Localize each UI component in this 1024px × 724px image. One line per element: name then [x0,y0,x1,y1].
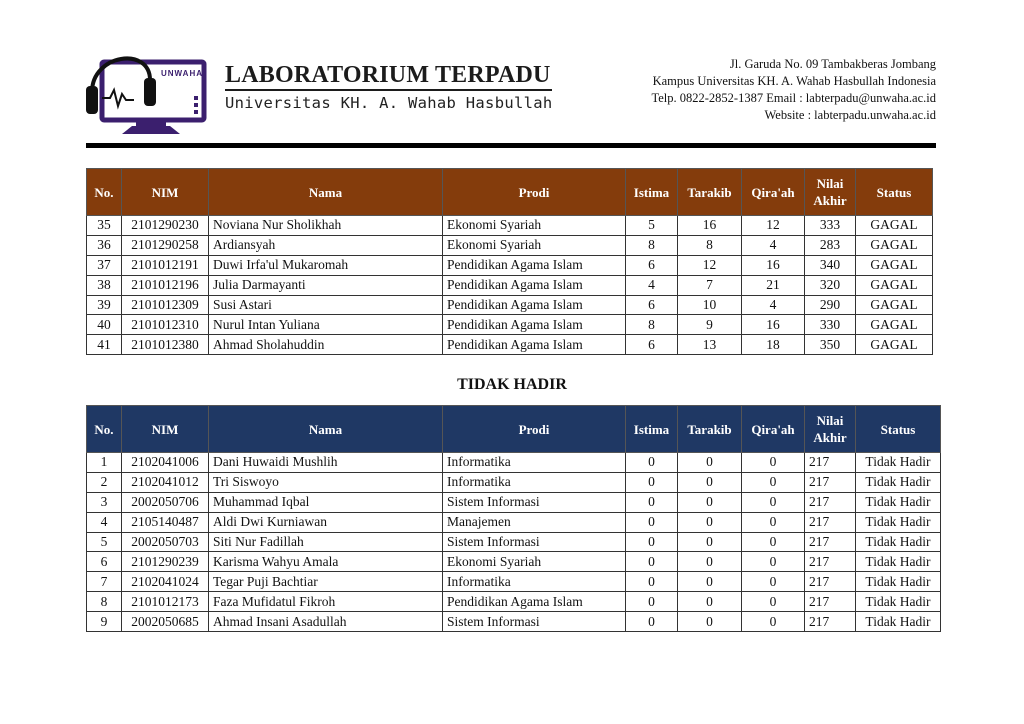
tidak-hadir-col-header: No. [87,406,122,453]
table-cell: 3 [87,492,122,512]
table-row [87,492,941,512]
table-cell: Faza Mufidatul Fikroh [209,592,443,612]
table-cell: 2 [87,472,122,492]
table-cell: 1 [87,453,122,473]
table-row [87,255,933,275]
table-cell: 0 [742,512,805,532]
table-cell: Siti Nur Fadillah [209,532,443,552]
table-cell: 0 [678,532,742,552]
table-cell: 39 [87,295,122,315]
table-cell: Tidak Hadir [856,532,941,552]
table-cell: 0 [742,472,805,492]
table-cell: 2101290230 [122,216,209,236]
tidak-hadir-col-header: Prodi [443,406,626,453]
table-cell: 333 [805,216,856,236]
table-cell: 0 [626,552,678,572]
table-cell: 0 [678,552,742,572]
table-cell: 6 [87,552,122,572]
table-cell: 0 [626,612,678,632]
table-cell: GAGAL [856,335,933,355]
table-cell: Ardiansyah [209,235,443,255]
table-row [87,512,941,532]
table-cell: 4 [626,275,678,295]
table-cell: 217 [805,592,856,612]
table-row [87,235,933,255]
gagal-header-row [87,169,933,216]
table-cell: Duwi Irfa'ul Mukaromah [209,255,443,275]
table-cell: 6 [626,335,678,355]
table-cell: 8 [626,235,678,255]
table-cell: 36 [87,235,122,255]
table-cell: Pendidikan Agama Islam [443,335,626,355]
table-cell: 0 [742,453,805,473]
tidak-hadir-col-header: Status [856,406,941,453]
table-row [87,532,941,552]
table-cell: GAGAL [856,255,933,275]
table-cell: GAGAL [856,275,933,295]
table-cell: GAGAL [856,235,933,255]
tidak-hadir-col-header: Istima [626,406,678,453]
university-name: Universitas KH. A. Wahab Hasbullah [225,94,553,112]
table-cell: 0 [626,592,678,612]
table-cell: 0 [678,572,742,592]
table-cell: GAGAL [856,315,933,335]
tidak-hadir-table [86,405,941,632]
table-cell: 2101290258 [122,235,209,255]
table-cell: Karisma Wahyu Amala [209,552,443,572]
table-cell: Tidak Hadir [856,492,941,512]
phone-email-line: Telp. 0822-2852-1387 Email : labterpadu@unwaha.ac.id [651,91,936,105]
table-row [87,552,941,572]
campus-line: Kampus Universitas KH. A. Wahab Hasbullah Indonesia [652,74,936,88]
table-cell: Nurul Intan Yuliana [209,315,443,335]
table-cell: Ekonomi Syariah [443,216,626,236]
table-cell: 0 [678,612,742,632]
table-cell: 217 [805,492,856,512]
table-cell: 0 [626,453,678,473]
table-cell: 0 [678,472,742,492]
table-cell: Informatika [443,572,626,592]
table-row [87,315,933,335]
gagal-col-header: Status [856,169,933,216]
gagal-table [86,168,933,355]
table-row [87,275,933,295]
table-cell: 320 [805,275,856,295]
table-cell: 16 [742,315,805,335]
address-line: Jl. Garuda No. 09 Tambakberas Jombang [729,57,936,71]
table-row [87,612,941,632]
table-cell: 6 [626,295,678,315]
table-cell: Manajemen [443,512,626,532]
table-cell: Tidak Hadir [856,592,941,612]
table-cell: 9 [678,315,742,335]
gagal-body [87,216,933,355]
table-cell: 0 [626,572,678,592]
header-rule [86,143,936,148]
table-cell: GAGAL [856,216,933,236]
gagal-col-header: Qira'ah [742,169,805,216]
table-cell: 0 [626,512,678,532]
table-cell: 0 [626,532,678,552]
table-cell: Susi Astari [209,295,443,315]
table-cell: 35 [87,216,122,236]
gagal-col-header: Nilai Akhir [805,169,856,216]
table-cell: 12 [678,255,742,275]
table-cell: Informatika [443,472,626,492]
table-cell: 5 [87,532,122,552]
table-row [87,335,933,355]
table-cell: Pendidikan Agama Islam [443,255,626,275]
table-cell: 0 [742,492,805,512]
table-cell: 2102041006 [122,453,209,473]
table-row [87,453,941,473]
tidak-hadir-col-header: Nama [209,406,443,453]
table-cell: 0 [742,592,805,612]
table-cell: Pendidikan Agama Islam [443,275,626,295]
table-cell: Julia Darmayanti [209,275,443,295]
table-cell: 40 [87,315,122,335]
website-line: Website : labterpadu.unwaha.ac.id [764,108,936,122]
table-cell: Tidak Hadir [856,453,941,473]
table-cell: 8 [626,315,678,335]
table-cell: Tidak Hadir [856,552,941,572]
tidak-hadir-col-header: Qira'ah [742,406,805,453]
table-cell: 0 [742,532,805,552]
table-cell: Ekonomi Syariah [443,235,626,255]
table-cell: 217 [805,612,856,632]
logo-text: UNWAHA [161,69,203,78]
table-cell: Tidak Hadir [856,612,941,632]
table-cell: 8 [678,235,742,255]
table-cell: 217 [805,532,856,552]
table-cell: Sistem Informasi [443,612,626,632]
headphones-monitor-logo [86,40,208,136]
table-cell: 2002050703 [122,532,209,552]
table-cell: 4 [87,512,122,532]
table-cell: 2101012173 [122,592,209,612]
table-cell: 2101012380 [122,335,209,355]
table-cell: Sistem Informasi [443,532,626,552]
table-cell: 0 [742,572,805,592]
table-cell: 4 [742,295,805,315]
table-cell: 0 [678,512,742,532]
table-cell: 2101012310 [122,315,209,335]
table-cell: Tidak Hadir [856,572,941,592]
table-cell: 8 [87,592,122,612]
table-cell: 41 [87,335,122,355]
table-cell: 2101012309 [122,295,209,315]
table-cell: 0 [678,453,742,473]
table-cell: Dani Huwaidi Mushlih [209,453,443,473]
table-cell: 7 [678,275,742,295]
table-row [87,572,941,592]
table-cell: 340 [805,255,856,275]
table-cell: Informatika [443,453,626,473]
table-cell: 7 [87,572,122,592]
table-cell: 217 [805,572,856,592]
table-row [87,216,933,236]
gagal-col-header: Nama [209,169,443,216]
brand [225,62,552,112]
table-cell: Aldi Dwi Kurniawan [209,512,443,532]
table-cell: 2105140487 [122,512,209,532]
table-cell: 0 [678,592,742,612]
table-cell: 217 [805,472,856,492]
table-cell: Tidak Hadir [856,472,941,492]
table-cell: 38 [87,275,122,295]
table-cell: Tri Siswoyo [209,472,443,492]
table-cell: 0 [742,552,805,572]
table-cell: 2101012196 [122,275,209,295]
table-cell: 217 [805,453,856,473]
tidak-hadir-title: TIDAK HADIR [457,376,567,393]
table-cell: 2002050706 [122,492,209,512]
tidak-hadir-col-header: Nilai Akhir [805,406,856,453]
table-cell: 217 [805,552,856,572]
table-cell: 5 [626,216,678,236]
table-cell: Muhammad Iqbal [209,492,443,512]
table-cell: 13 [678,335,742,355]
table-cell: 290 [805,295,856,315]
table-cell: 217 [805,512,856,532]
table-cell: 6 [626,255,678,275]
table-cell: 2002050685 [122,612,209,632]
tidak-hadir-header-row [87,406,941,453]
table-cell: 0 [678,492,742,512]
gagal-col-header: No. [87,169,122,216]
table-row [87,592,941,612]
table-row [87,472,941,492]
table-cell: Pendidikan Agama Islam [443,295,626,315]
table-cell: Sistem Informasi [443,492,626,512]
table-cell: 9 [87,612,122,632]
table-cell: Ahmad Insani Asadullah [209,612,443,632]
table-cell: Pendidikan Agama Islam [443,315,626,335]
table-cell: 16 [742,255,805,275]
tidak-hadir-col-header: NIM [122,406,209,453]
table-cell: GAGAL [856,295,933,315]
table-cell: 2101290239 [122,552,209,572]
table-cell: 37 [87,255,122,275]
tidak-hadir-body [87,453,941,632]
contact-info [651,56,936,124]
table-cell: 0 [742,612,805,632]
gagal-col-header: Istima [626,169,678,216]
table-cell: Noviana Nur Sholikhah [209,216,443,236]
table-cell: Ekonomi Syariah [443,552,626,572]
table-cell: 18 [742,335,805,355]
table-cell: Ahmad Sholahuddin [209,335,443,355]
table-cell: 16 [678,216,742,236]
table-cell: 21 [742,275,805,295]
table-cell: 4 [742,235,805,255]
table-cell: 283 [805,235,856,255]
table-cell: Tidak Hadir [856,512,941,532]
table-cell: 2102041012 [122,472,209,492]
lab-title: LABORATORIUM TERPADU [225,62,552,91]
table-cell: 12 [742,216,805,236]
gagal-col-header: NIM [122,169,209,216]
gagal-col-header: Prodi [443,169,626,216]
table-cell: 350 [805,335,856,355]
letterhead [86,38,936,148]
table-cell: 0 [626,472,678,492]
table-cell: Tegar Puji Bachtiar [209,572,443,592]
table-cell: 330 [805,315,856,335]
tidak-hadir-col-header: Tarakib [678,406,742,453]
table-cell: 10 [678,295,742,315]
table-row [87,295,933,315]
gagal-col-header: Tarakib [678,169,742,216]
table-cell: 2102041024 [122,572,209,592]
table-cell: 2101012191 [122,255,209,275]
table-cell: Pendidikan Agama Islam [443,592,626,612]
table-cell: 0 [626,492,678,512]
